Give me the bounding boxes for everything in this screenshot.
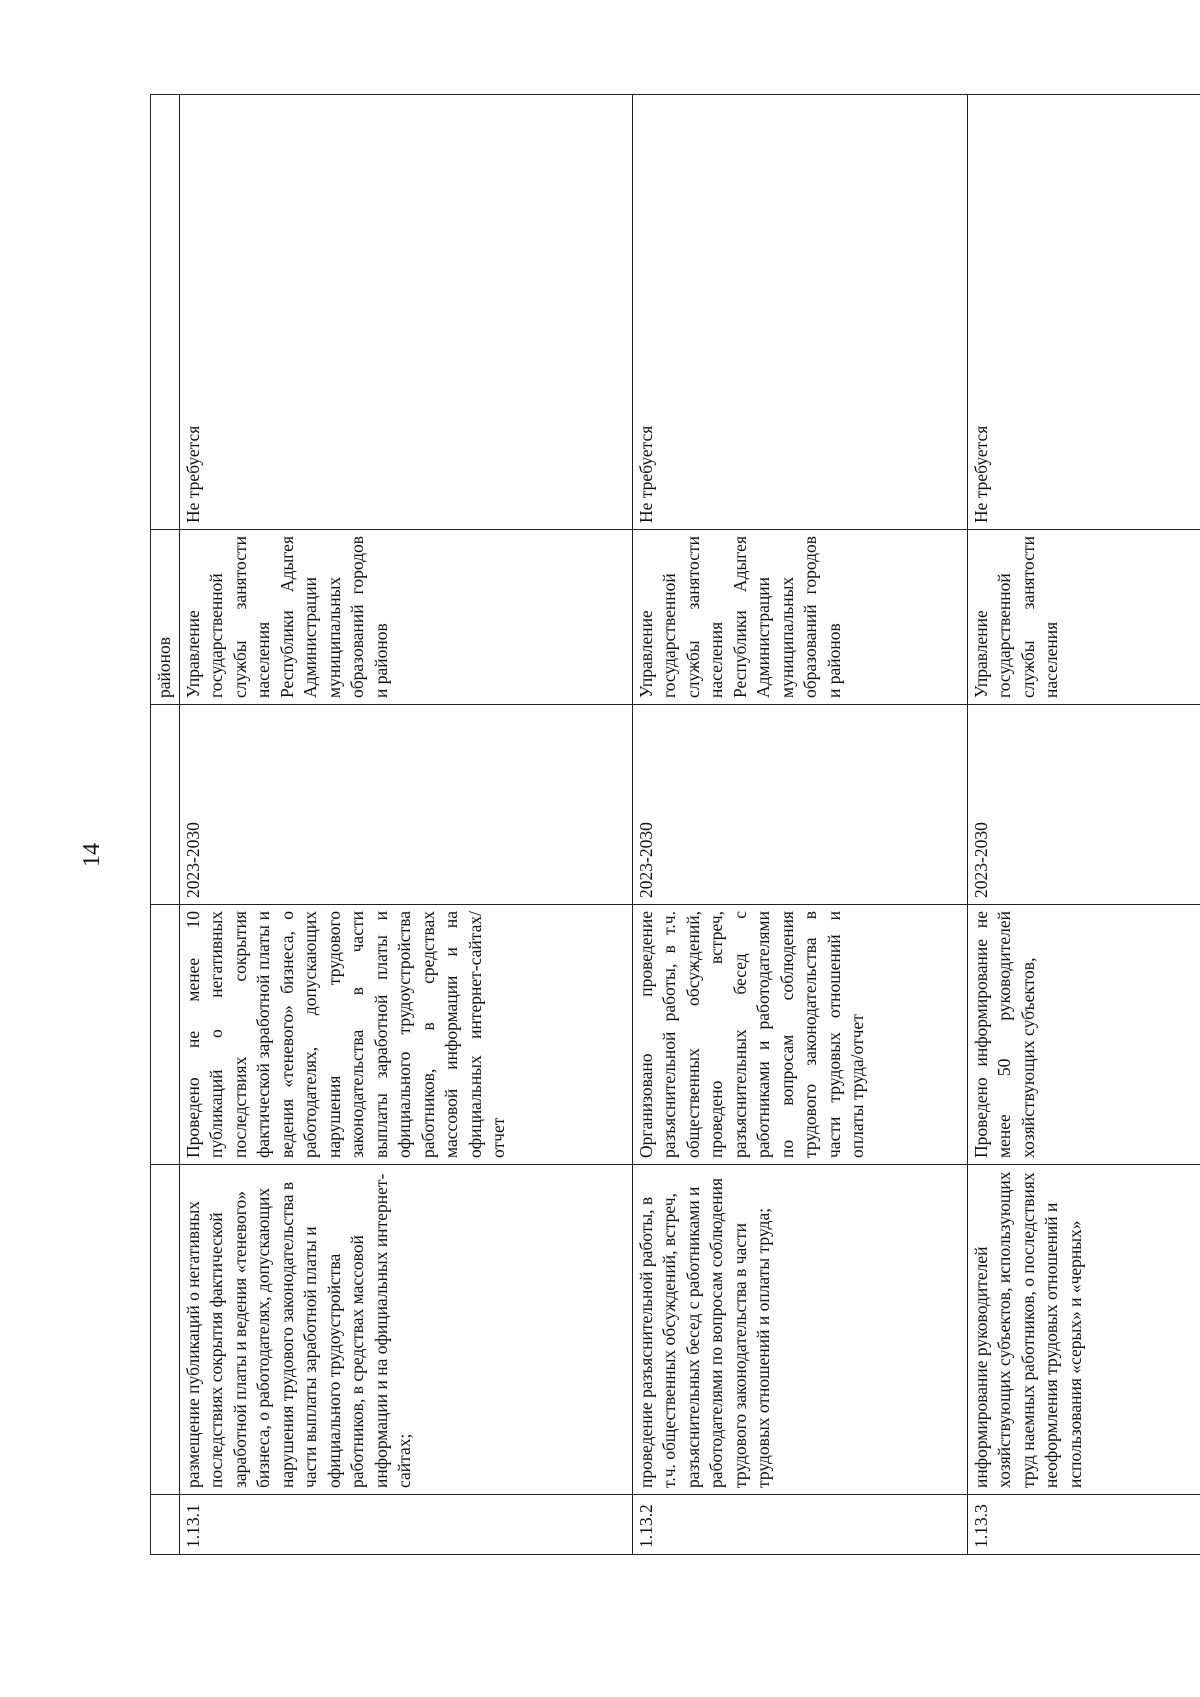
cell-term [151,705,180,905]
cell-activity: проведение разъяснительной работы, в т.ч. общественных обсуждений, встреч, разъяснительных бесед с работниками и работодателями по вопросам соблюдения трудового законодательства в части трудовых отношений и оплаты труда; [632,1165,967,1495]
cell-activity [151,1165,180,1495]
cell-result [151,905,180,1165]
cell-funding: Не требуется [967,95,1200,530]
cell-funding: Не требуется [179,95,632,530]
cell-responsible: районов [151,530,180,705]
cell-result: Проведено не менее 10 публикаций о негативных последствиях сокрытия фактической заработной платы и ведения «теневого» бизнеса, о работодателях, допускающих нарушения трудового законодательства в части выплаты заработной платы и официального трудоустройства работников, в средствах массовой информации и на официальных интернет-сайтах/отчет [179,905,632,1165]
cell-responsible: Управление государственной службы занятости населения Республики Адыгея Администрации муниципальных образований городов и районов [179,530,632,705]
cell-num: 1.13.3 [967,1495,1200,1555]
cell-result: Проведено информирование не менее 50 руководителей хозяйствующих субъектов, [967,905,1200,1165]
measures-table [150,94,1200,1555]
cell-term: 2023-2030 [967,705,1200,905]
table-row [967,95,1200,1555]
cell-term: 2023-2030 [179,705,632,905]
cell-responsible: Управление государственной службы занятости населения Республики Адыгея Администрации муниципальных образований городов и районов [632,530,967,705]
cell-num [151,1495,180,1555]
cell-num: 1.13.2 [632,1495,967,1555]
cell-activity: размещение публикаций о негативных последствиях сокрытия фактической заработной платы и ведения «теневого» бизнеса, о работодателях, допускающих нарушения трудового законодательства в части выплаты заработной платы и официального трудоустройства работников, в средствах массовой информации и на официальных интернет-сайтах; [179,1165,632,1495]
rotated-table-area [150,95,1200,1548]
cell-funding: Не требуется [632,95,967,530]
cell-num: 1.13.1 [179,1495,632,1555]
page-number: 14 [79,843,105,867]
cell-activity: информирование руководителей хозяйствующих субъектов, использующих труд наемных работников, о последствиях неоформления трудовых отношений и использования «серых» и «черных» [967,1165,1200,1495]
cell-responsible: Управление государственной службы занятости населения [967,530,1200,705]
table-row [632,95,967,1555]
cell-term: 2023-2030 [632,705,967,905]
cell-funding [151,95,180,530]
table-row-continuation [151,95,180,1555]
table-landscape-frame [150,95,1180,1555]
cell-result: Организовано проведение разъяснительной работы, в т.ч. общественных обсуждений, проведено встреч, разъяснительных бесед с работниками и работодателями по вопросам соблюдения трудового законодательства в части трудовых отношений и оплаты труда/отчет [632,905,967,1165]
table-row [179,95,632,1555]
